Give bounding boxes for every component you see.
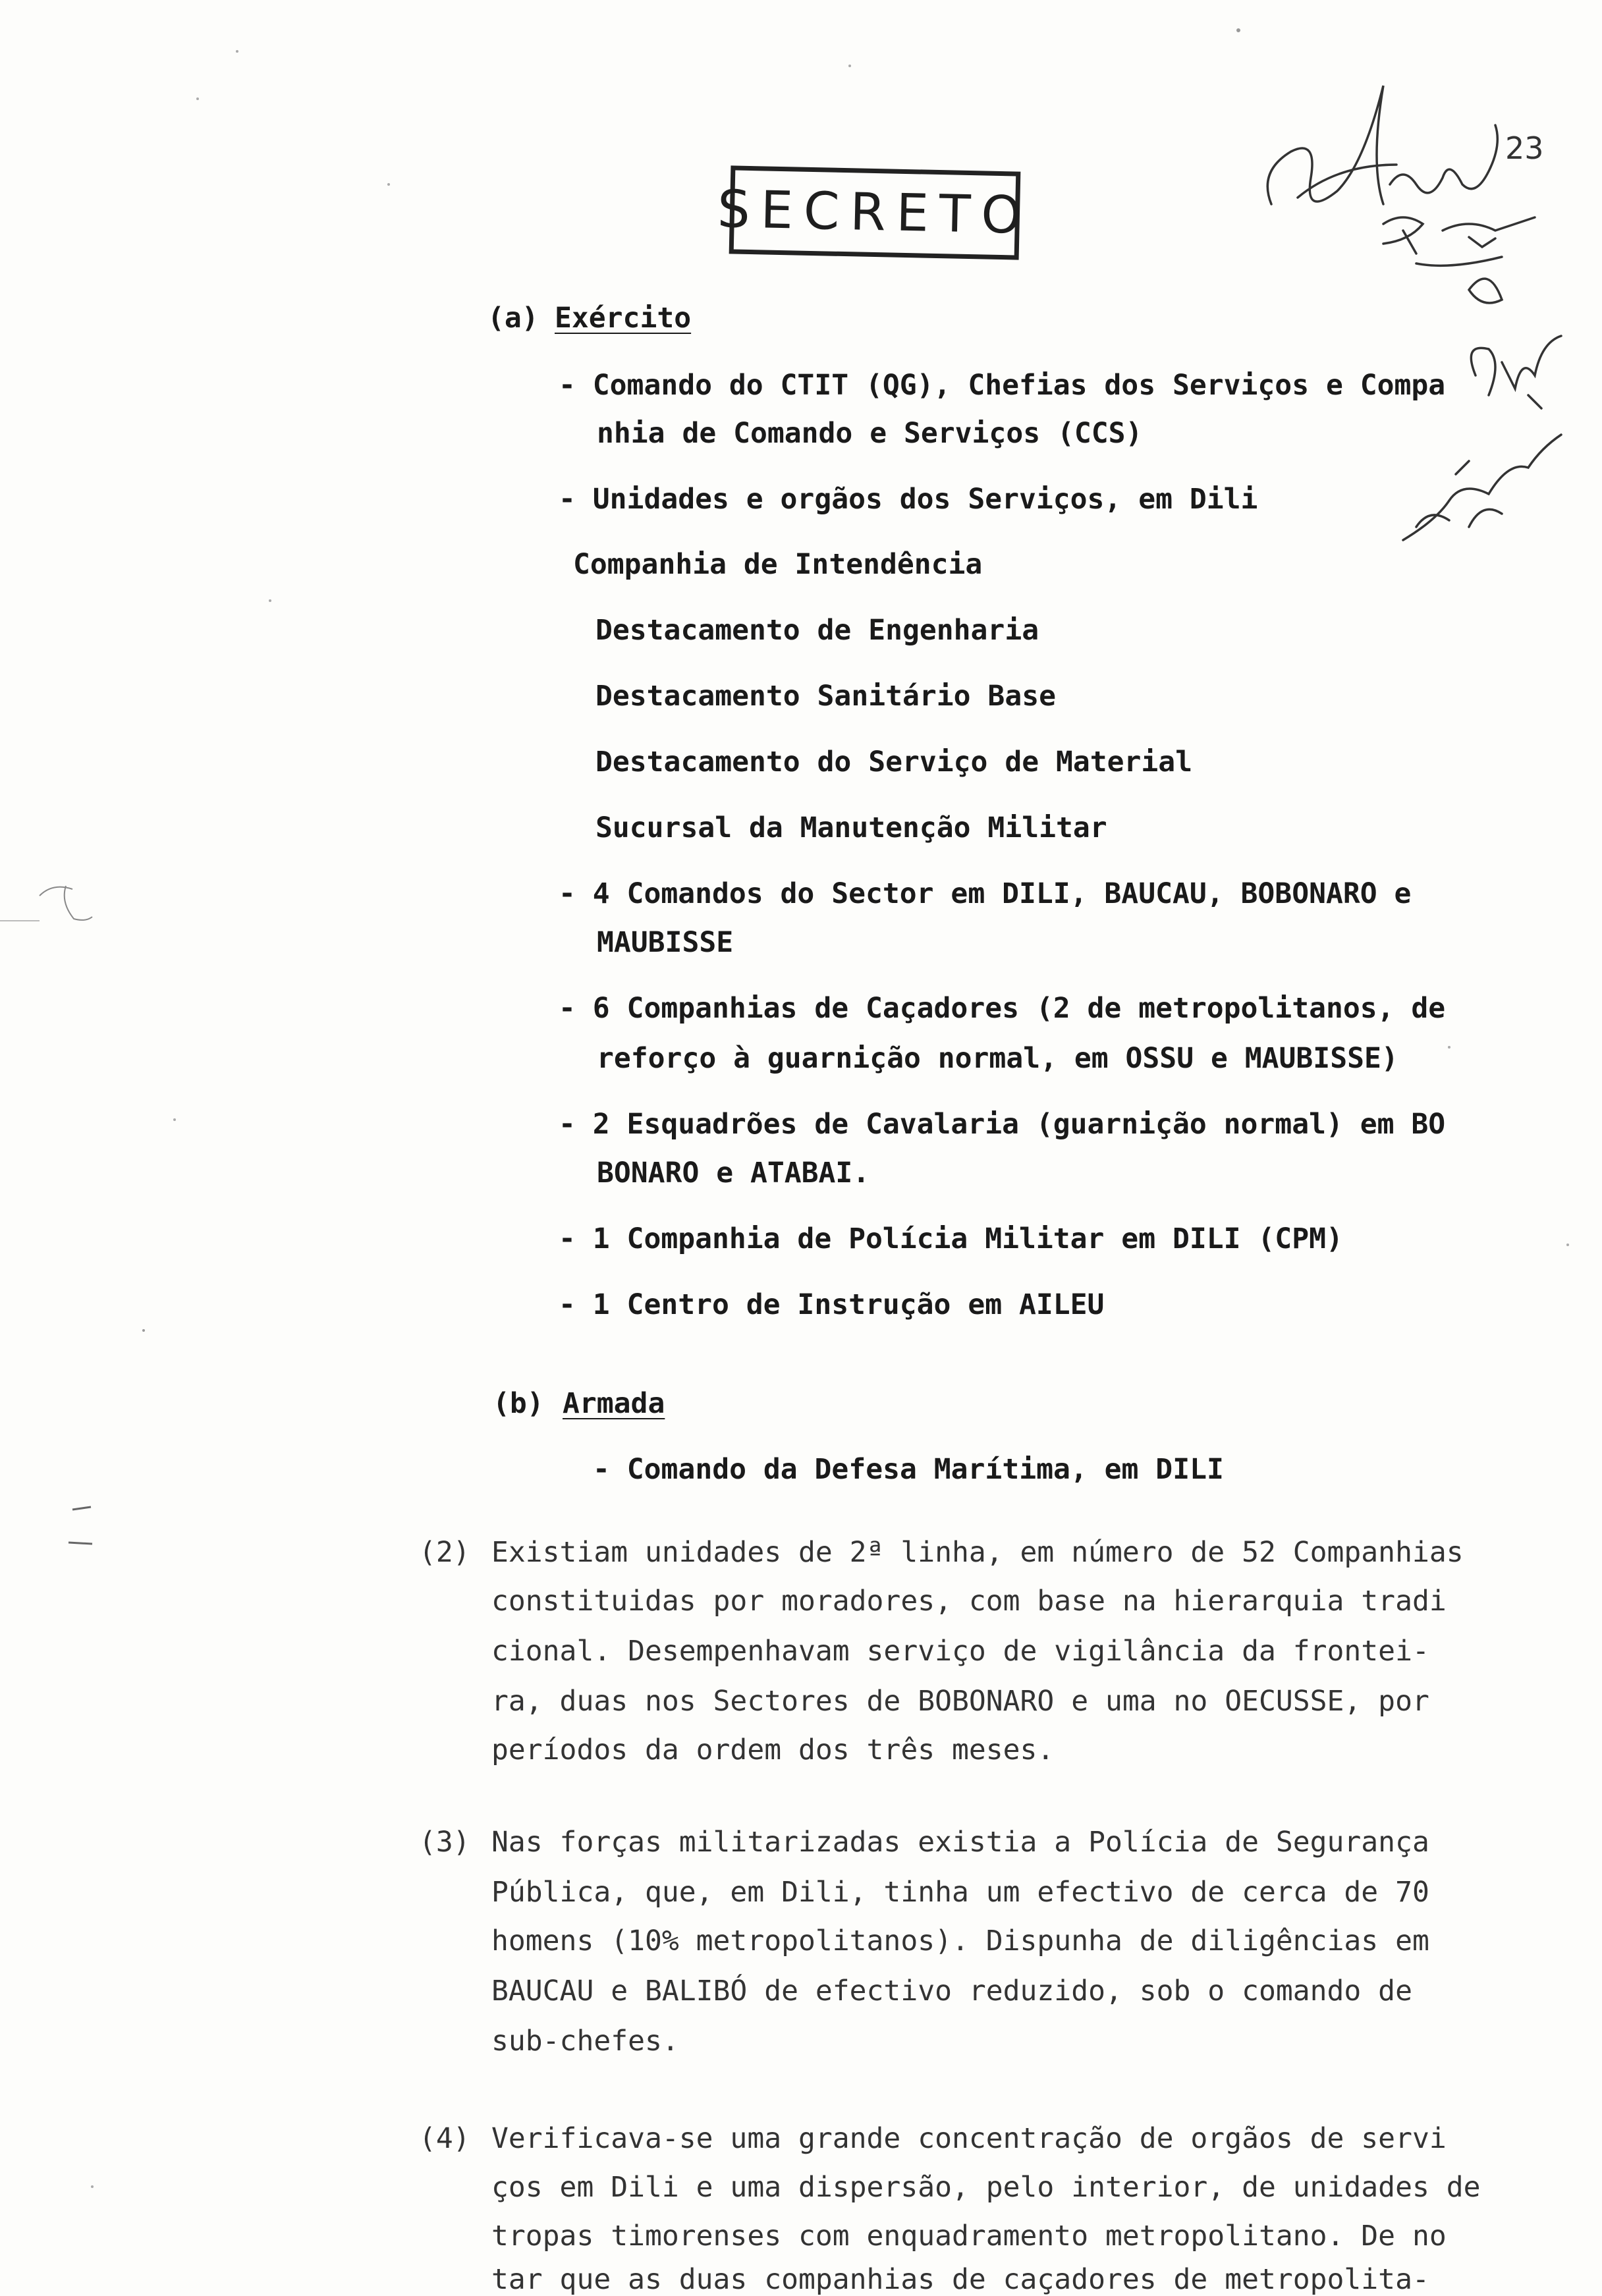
list-item: Destacamento Sanitário Base [595, 680, 1056, 713]
list-item: - 1 Companhia de Polícia Militar em DILI (CPM) [559, 1222, 1343, 1255]
page-number: 23 [1505, 130, 1544, 166]
list-item: BONARO e ATABAI. [597, 1157, 870, 1189]
list-item: - Unidades e orgãos dos Serviços, em Dili [559, 483, 1258, 516]
list-item: - Comando da Defesa Marítima, em DILI [593, 1453, 1224, 1486]
paragraph-line: Existiam unidades de 2ª linha, em número de 52 Companhias [491, 1536, 1464, 1569]
paragraph-number: (2) [419, 1536, 470, 1569]
paragraph-line: sub-chefes. [491, 2025, 679, 2058]
paragraph-line: ra, duas nos Sectores de BOBONARO e uma no OECUSSE, por [491, 1685, 1429, 1718]
section-a-title: Exército [555, 302, 692, 335]
list-item: Destacamento de Engenharia [595, 614, 1039, 647]
section-a-label: (a) [487, 302, 539, 335]
list-item: - 1 Centro de Instrução em AILEU [559, 1288, 1105, 1321]
list-item: MAUBISSE [597, 926, 734, 959]
paragraph-line: BAUCAU e BALIBÓ de efectivo reduzido, sob o comando de [491, 1975, 1412, 2008]
list-item: Sucursal da Manutenção Militar [595, 811, 1107, 844]
paragraph-line: períodos da ordem dos três meses. [491, 1734, 1055, 1766]
list-item: Companhia de Intendência [573, 548, 983, 581]
classification-stamp: SECRETO [729, 165, 1021, 260]
list-item: - 6 Companhias de Caçadores (2 de metropolitanos, de [559, 992, 1446, 1025]
paragraph-line: tropas timorenses com enquadramento metropolitano. De no [491, 2220, 1447, 2253]
paragraph-line: cional. Desempenhavam serviço de vigilância da frontei- [491, 1635, 1429, 1668]
paragraph-line: Verificava-se uma grande concentração de orgãos de servi [491, 2122, 1447, 2155]
paragraph-line: constituidas por moradores, com base na hierarquia tradi [491, 1585, 1447, 1618]
section-b-title: Armada [563, 1387, 665, 1420]
paragraph-line: ços em Dili e uma dispersão, pelo interior, de unidades de [491, 2171, 1481, 2204]
list-item: - 2 Esquadrões de Cavalaria (guarnição normal) em BO [559, 1108, 1446, 1141]
list-item: Destacamento do Serviço de Material [595, 746, 1193, 779]
paragraph-number: (3) [419, 1826, 470, 1859]
paragraph-line: tar que as duas companhias de caçadores de metropolita- [491, 2263, 1429, 2296]
paragraph-number: (4) [419, 2122, 470, 2155]
section-b-label: (b) [493, 1387, 544, 1420]
paragraph-line: Nas forças militarizadas existia a Polícia de Segurança [491, 1826, 1429, 1859]
paragraph-line: Pública, que, em Dili, tinha um efectivo de cerca de 70 [491, 1876, 1429, 1909]
list-item: - Comando do CTIT (QG), Chefias dos Serviços e Compa [559, 369, 1446, 402]
list-item: reforço à guarnição normal, em OSSU e MAUBISSE) [597, 1042, 1398, 1075]
paragraph-line: homens (10% metropolitanos). Dispunha de diligências em [491, 1925, 1429, 1957]
list-item: nhia de Comando e Serviços (CCS) [597, 417, 1143, 450]
list-item: - 4 Comandos do Sector em DILI, BAUCAU, BOBONARO e [559, 877, 1412, 910]
